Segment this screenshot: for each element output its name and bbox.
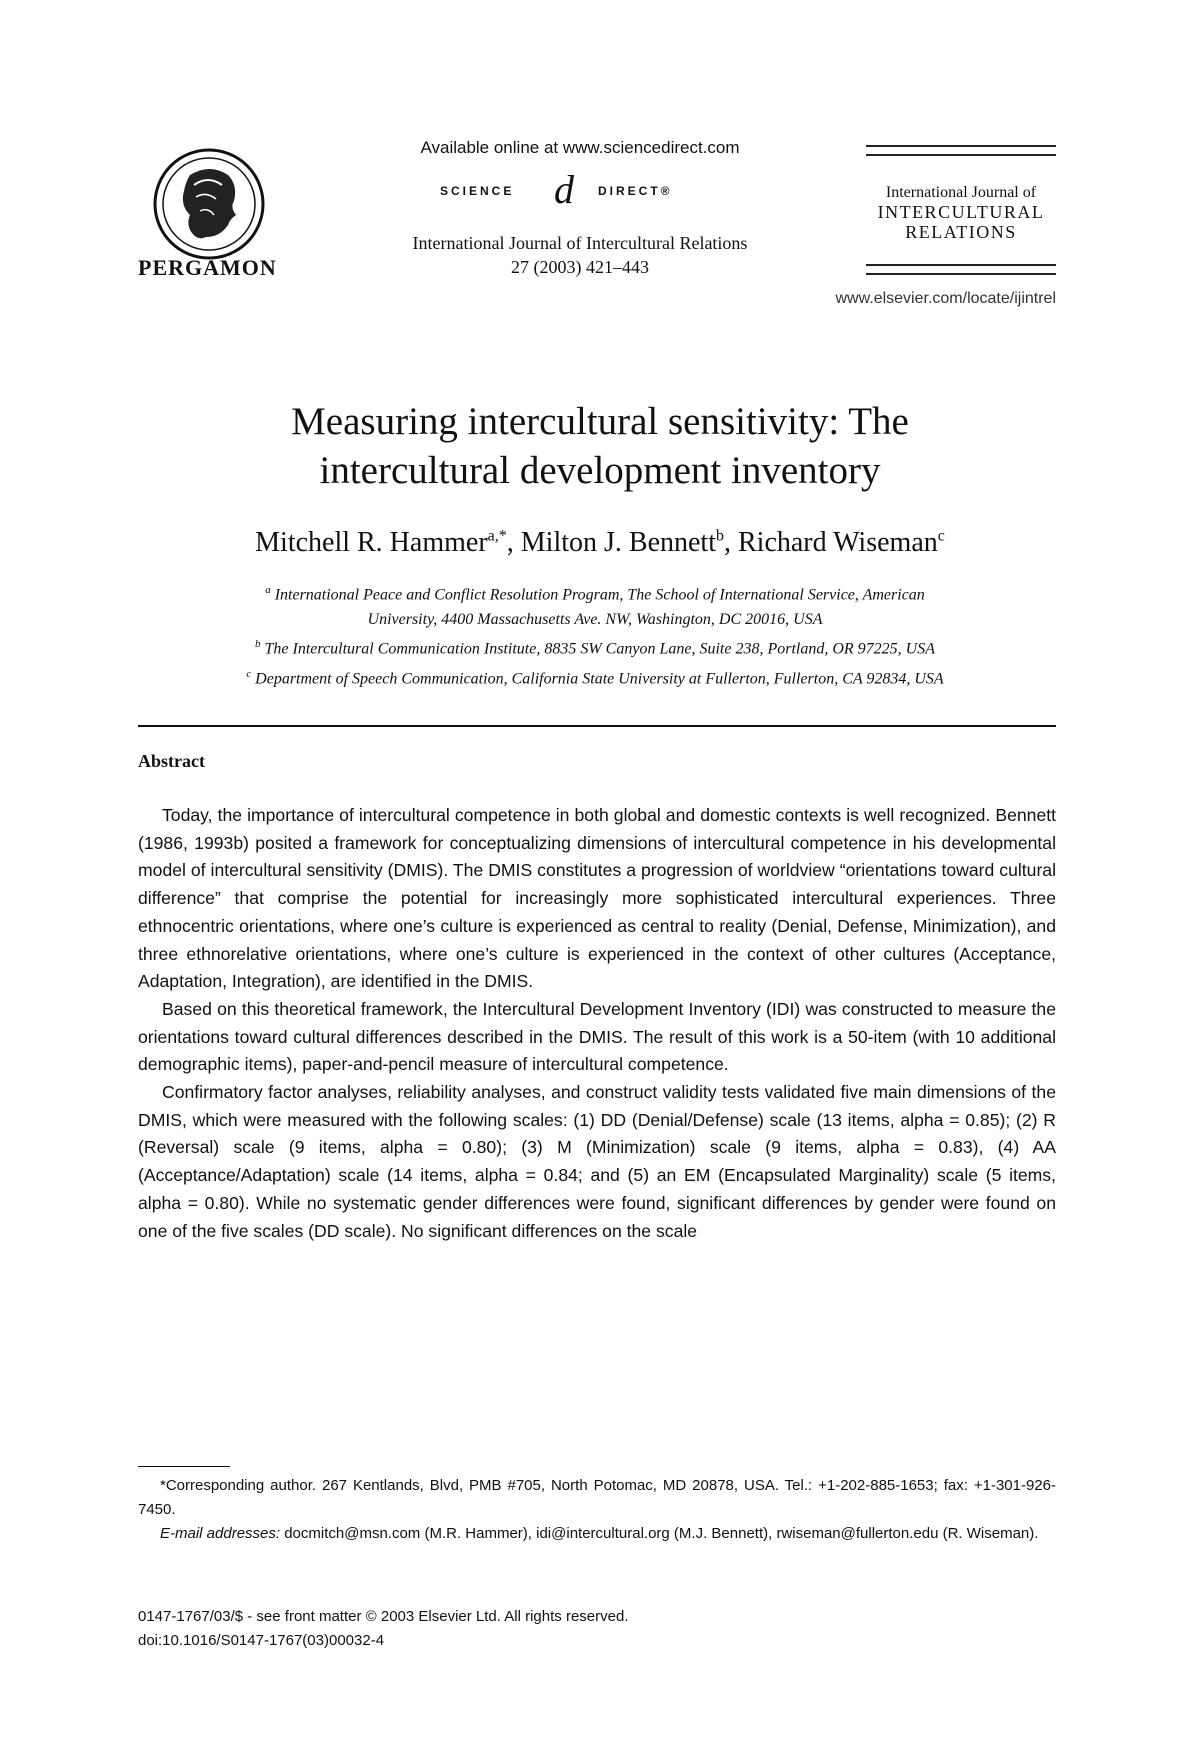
- masthead-line1: INTERCULTURAL: [877, 202, 1045, 222]
- abstract-paragraph: Confirmatory factor analyses, reliability analyses, and construct validity tests validated five main dimensions of the DMIS, which were measured with the following scales: (1) DD (Denial/Defense) scale (13 items, alpha = 0.85); (2) R (Reversal) scale (9 items, alpha = 0.80); (3) M (Minimization) scale (9 items, alpha = 0.83), (4) AA (Acceptance/Adaptation) scale (14 items, alpha = 0.84; and (5) an EM (Encapsulated Marginality) scale (5 items, alpha = 0.80). While no systematic gender differences were found, significant differences by gender were found on one of the five scales (DD scale). No significant differences on the scale: [138, 1082, 1056, 1241]
- copyright-block: [138, 1605, 1056, 1653]
- article-title: [130, 397, 1070, 495]
- affiliation-mark: b: [255, 638, 261, 651]
- masthead-small-text: International Journal of: [885, 184, 1037, 201]
- author-separator: ,: [506, 527, 521, 558]
- email-note: [138, 1522, 1056, 1546]
- sciencedirect-mark-icon: d: [554, 167, 574, 212]
- author-list: [130, 527, 1070, 559]
- doi-line: doi:10.1016/S0147-1767(03)00032-4: [138, 1632, 385, 1649]
- author-name: Mitchell R. Hammer: [255, 527, 488, 558]
- available-online-text: Available online at www.sciencedirect.com: [420, 138, 740, 157]
- footnote-rule: [138, 1466, 230, 1467]
- abstract-heading: Abstract: [138, 751, 205, 771]
- author-sup: c: [937, 527, 945, 545]
- affiliation-c: [130, 662, 1060, 691]
- title-line-1: Measuring intercultural sensitivity: The: [291, 400, 909, 443]
- abstract-paragraph: Today, the importance of intercultural competence in both global and domestic contexts is well recognized. Bennett (1986, 1993b) posited a framework for conceptualizing dimensions of intercultural competence in his developmental model of intercultural sensitivity (DMIS). The DMIS constitutes a progression of worldview “orientations toward cultural difference” that comprise the potential for increasingly more sophisticated intercultural experiences. Three ethnocentric orientations, where one’s culture is experienced as central to reality (Denial, Defense, Minimization), and three ethnorelative orientations, where one’s culture is experienced in the context of other cultures (Acceptance, Adaptation, Integration), are identified in the DMIS.: [138, 805, 1056, 992]
- abstract-body: [138, 802, 1056, 1245]
- section-divider: [138, 725, 1056, 727]
- author-sup: a,*: [487, 527, 507, 545]
- corresponding-author-note: *Corresponding author. 267 Kentlands, Blvd, PMB #705, North Potomac, MD 20878, USA. Tel.: +1-202-885-1653; fax: +1-301-926-7450.: [138, 1477, 1056, 1518]
- author-name: Milton J. Bennett: [520, 527, 716, 558]
- author-separator: ,: [724, 527, 738, 558]
- masthead-top-rule: [866, 145, 1056, 156]
- sciencedirect-logo: [440, 166, 720, 216]
- copyright-line: 0147-1767/03/$ - see front matter © 2003 Elsevier Ltd. All rights reserved.: [138, 1608, 629, 1625]
- affiliations: [130, 578, 1060, 691]
- affiliation-b: [130, 632, 1060, 661]
- affiliation-text: Department of Speech Communication, California State University at Fullerton, Fullerton, CA 92834, USA: [255, 669, 944, 687]
- title-line-2: intercultural development inventory: [319, 449, 881, 492]
- email-label: E-mail addresses:: [160, 1525, 281, 1542]
- email-addresses: docmitch@msn.com (M.R. Hammer), idi@intercultural.org (M.J. Bennett), rwiseman@fullerton.edu (R. Wiseman).: [280, 1525, 1039, 1542]
- author-sup: b: [716, 527, 724, 545]
- journal-issue: 27 (2003) 421–443: [511, 257, 649, 277]
- sciencedirect-right-text: DIRECT®: [598, 184, 673, 198]
- footnotes: [138, 1474, 1056, 1546]
- publisher-logo-icon: [150, 145, 268, 263]
- author-name: Richard Wiseman: [738, 527, 938, 558]
- sciencedirect-left-text: SCIENCE: [440, 184, 515, 198]
- masthead-line2: RELATIONS: [905, 222, 1017, 242]
- affiliation-text: The Intercultural Communication Institute, 8835 SW Canyon Lane, Suite 238, Portland, OR 97225, USA: [264, 640, 935, 658]
- affiliation-mark: c: [246, 667, 252, 680]
- affiliation-text: International Peace and Conflict Resolution Program, The School of International Service, American: [274, 586, 925, 604]
- journal-url-link[interactable]: www.elsevier.com/locate/ijintrel: [835, 290, 1056, 307]
- publisher-name: PERGAMON: [138, 255, 277, 280]
- affiliation-a: [130, 578, 1060, 632]
- masthead-bottom-rule: [866, 264, 1056, 275]
- affiliation-mark: a: [265, 584, 271, 596]
- affiliation-text-cont: University, 4400 Massachusetts Ave. NW, Washington, DC 20016, USA: [367, 611, 823, 629]
- journal-name: International Journal of Intercultural Relations: [412, 233, 748, 253]
- abstract-paragraph: Based on this theoretical framework, the Intercultural Development Inventory (IDI) was constructed to measure the orientations toward cultural differences described in the DMIS. The result of this work is a 50-item (with 10 additional demographic items), paper-and-pencil measure of intercultural competence.: [138, 998, 1056, 1075]
- journal-masthead-box: [866, 145, 1056, 275]
